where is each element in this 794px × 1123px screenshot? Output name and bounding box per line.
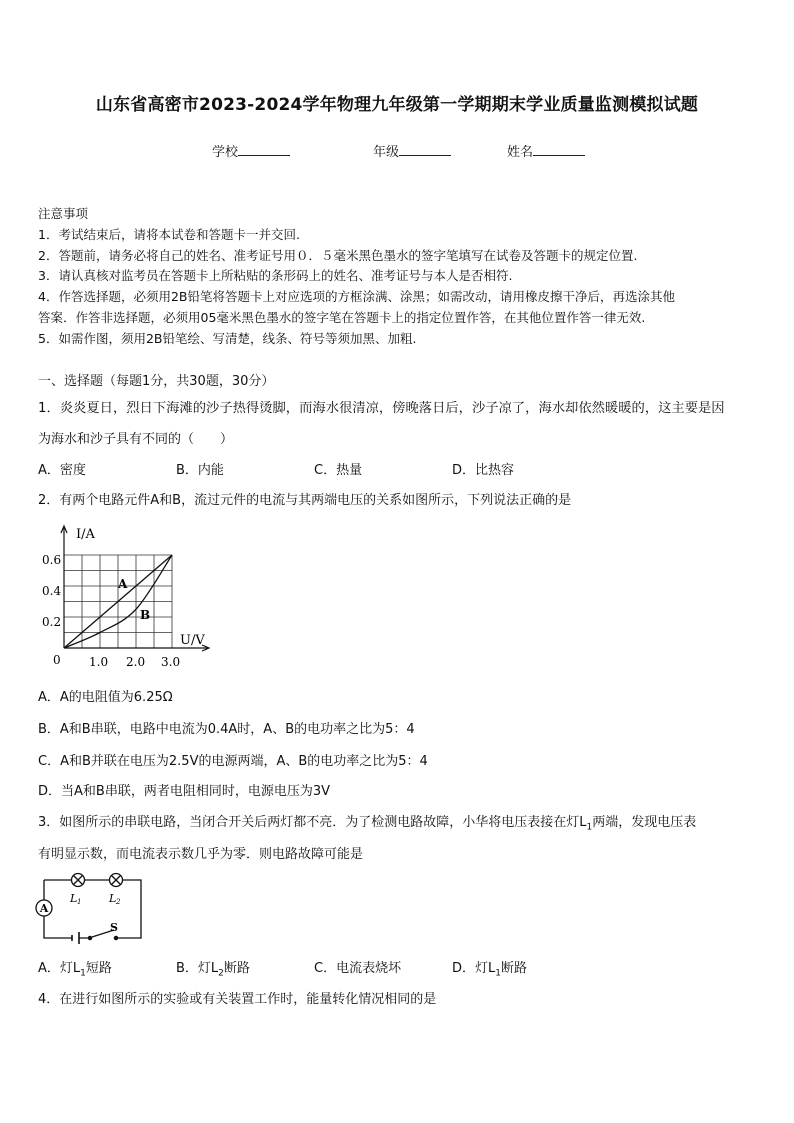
grade-label: 年级 [373,145,400,160]
q1-option-b[interactable]: B．内能 [176,463,224,478]
switch-label: S [110,921,118,934]
q2-option-b[interactable]: B．A和B串联，电路中电流为0.4A时，A、B的电功率之比为5：4 [38,722,415,737]
q4-stem: 4．在进行如图所示的实验或有关装置工作时，能量转化情况相同的是 [38,992,437,1007]
lamp1-label: L [70,892,78,905]
q3-stem-end: 两端，发现电压表 [592,815,697,830]
q3-option-d[interactable] [452,957,527,979]
x-tick-label: 1.0 [89,655,109,669]
q3-stem-cont: 有明显示数，而电流表示数几乎为零．则电路故障可能是 [38,847,364,862]
q3-option-d-text: D．灯L [452,961,496,976]
q3-option-a-sub: 1 [80,968,86,979]
y-axis-label: I/A [76,527,95,542]
lamp2-label: L [109,892,117,905]
school-label: 学校 [212,145,239,160]
school-field[interactable] [212,141,290,160]
grade-blank[interactable] [399,143,451,156]
q2-stem: 2．有两个电路元件A和B，流过元件的电流与其两端电压的关系如图所示，下列说法正确的是 [38,493,572,508]
q3-option-b-sub: 2 [218,968,224,979]
notice-heading: 注意事项 [38,206,89,221]
ammeter-label: A [39,902,49,915]
y-tick-label: 0.4 [42,584,62,598]
lamp1-sub: 1 [77,898,82,906]
name-blank[interactable] [533,143,585,156]
q3-option-d-suffix: 断路 [501,961,528,976]
notice-item: 2．答题前，请务必将自己的姓名、准考证号用０．５毫米黑色墨水的签字笔填写在试卷及答题卡的规定位置. [38,248,638,263]
q2-option-a[interactable]: A．A的电阻值为6.25Ω [38,690,173,705]
q1-stem: 1．炎炎夏日，烈日下海滩的沙子热得烫脚，而海水很清凉，傍晚落日后，沙子凉了，海水却依然暖暖的，这主要是因 [38,401,725,416]
q3-stem [38,811,696,833]
q3-option-d-sub: 1 [495,968,501,979]
origin-label: 0 [53,653,61,667]
y-tick-label: 0.6 [42,553,62,567]
section-heading: 一、选择题（每题1分，共30题，30分） [38,374,275,389]
page-title: 山东省高密市2023-2024学年物理九年级第一学期期末学业质量监测模拟试题 [95,95,699,115]
lamp2-sub: 2 [116,898,121,906]
q1-option-c[interactable]: C．热量 [314,463,363,478]
series-circuit [34,870,146,944]
q2-option-c[interactable]: C．A和B并联在电压为2.5V的电源两端，A、B的电功率之比为5：4 [38,754,428,769]
notice-item: 答案．作答非选择题，必须用05毫米黑色墨水的签字笔在答题卡上的指定位置作答，在其他位置作答一律无效. [38,310,646,325]
q1-option-a[interactable]: A．密度 [38,463,86,478]
q3-option-a-text: A．灯L [38,961,81,976]
q1-stem-cont: 为海水和沙子具有不同的（ ） [38,432,234,447]
school-blank[interactable] [238,143,290,156]
name-label: 姓名 [507,145,534,160]
x-axis-label: U/V [180,633,205,648]
iv-graph [36,518,226,674]
q3-stem-sub: 1 [586,822,593,833]
q1-option-d[interactable]: D．比热容 [452,463,515,478]
q3-option-b[interactable] [176,957,250,979]
q3-option-a-suffix: 短路 [85,961,112,976]
y-tick-label: 0.2 [42,615,62,629]
x-tick-label: 3.0 [161,655,181,669]
q3-option-c[interactable]: C．电流表烧坏 [314,961,402,976]
x-tick-label: 2.0 [126,655,146,669]
q3-option-b-suffix: 断路 [223,961,250,976]
notice-item: 1．考试结束后，请将本试卷和答题卡一并交回. [38,227,300,242]
name-field[interactable] [507,141,585,160]
notice-item: 4．作答选择题，必须用2B铅笔将答题卡上对应选项的方框涂满、涂黑；如需改动，请用橡皮擦干净后，再选涂其他 [38,289,675,304]
switch-contact [114,936,117,939]
notice-item: 3．请认真核对监考员在答题卡上所粘贴的条形码上的姓名、准考证号与本人是否相符. [38,268,513,283]
q3-option-a[interactable] [38,957,112,979]
series-b-label: B [140,608,151,622]
lamp-l1-symbol [72,874,85,887]
q3-stem-text: 3．如图所示的串联电路，当闭合开关后两灯都不亮．为了检测电路故障，小华将电压表接在灯L [38,815,587,830]
q3-option-b-text: B．灯L [176,961,219,976]
notice-item: 5．如需作图，须用2B铅笔绘、写清楚，线条、符号等须加黑、加粗. [38,331,417,346]
grade-field[interactable] [373,141,451,160]
q2-option-d[interactable]: D．当A和B串联，两者电阻相同时，电源电压为3V [38,784,330,799]
battery-symbol [72,932,79,944]
series-a-label: A [118,577,128,591]
switch-pivot [88,936,91,939]
lamp-l2-symbol [110,874,123,887]
